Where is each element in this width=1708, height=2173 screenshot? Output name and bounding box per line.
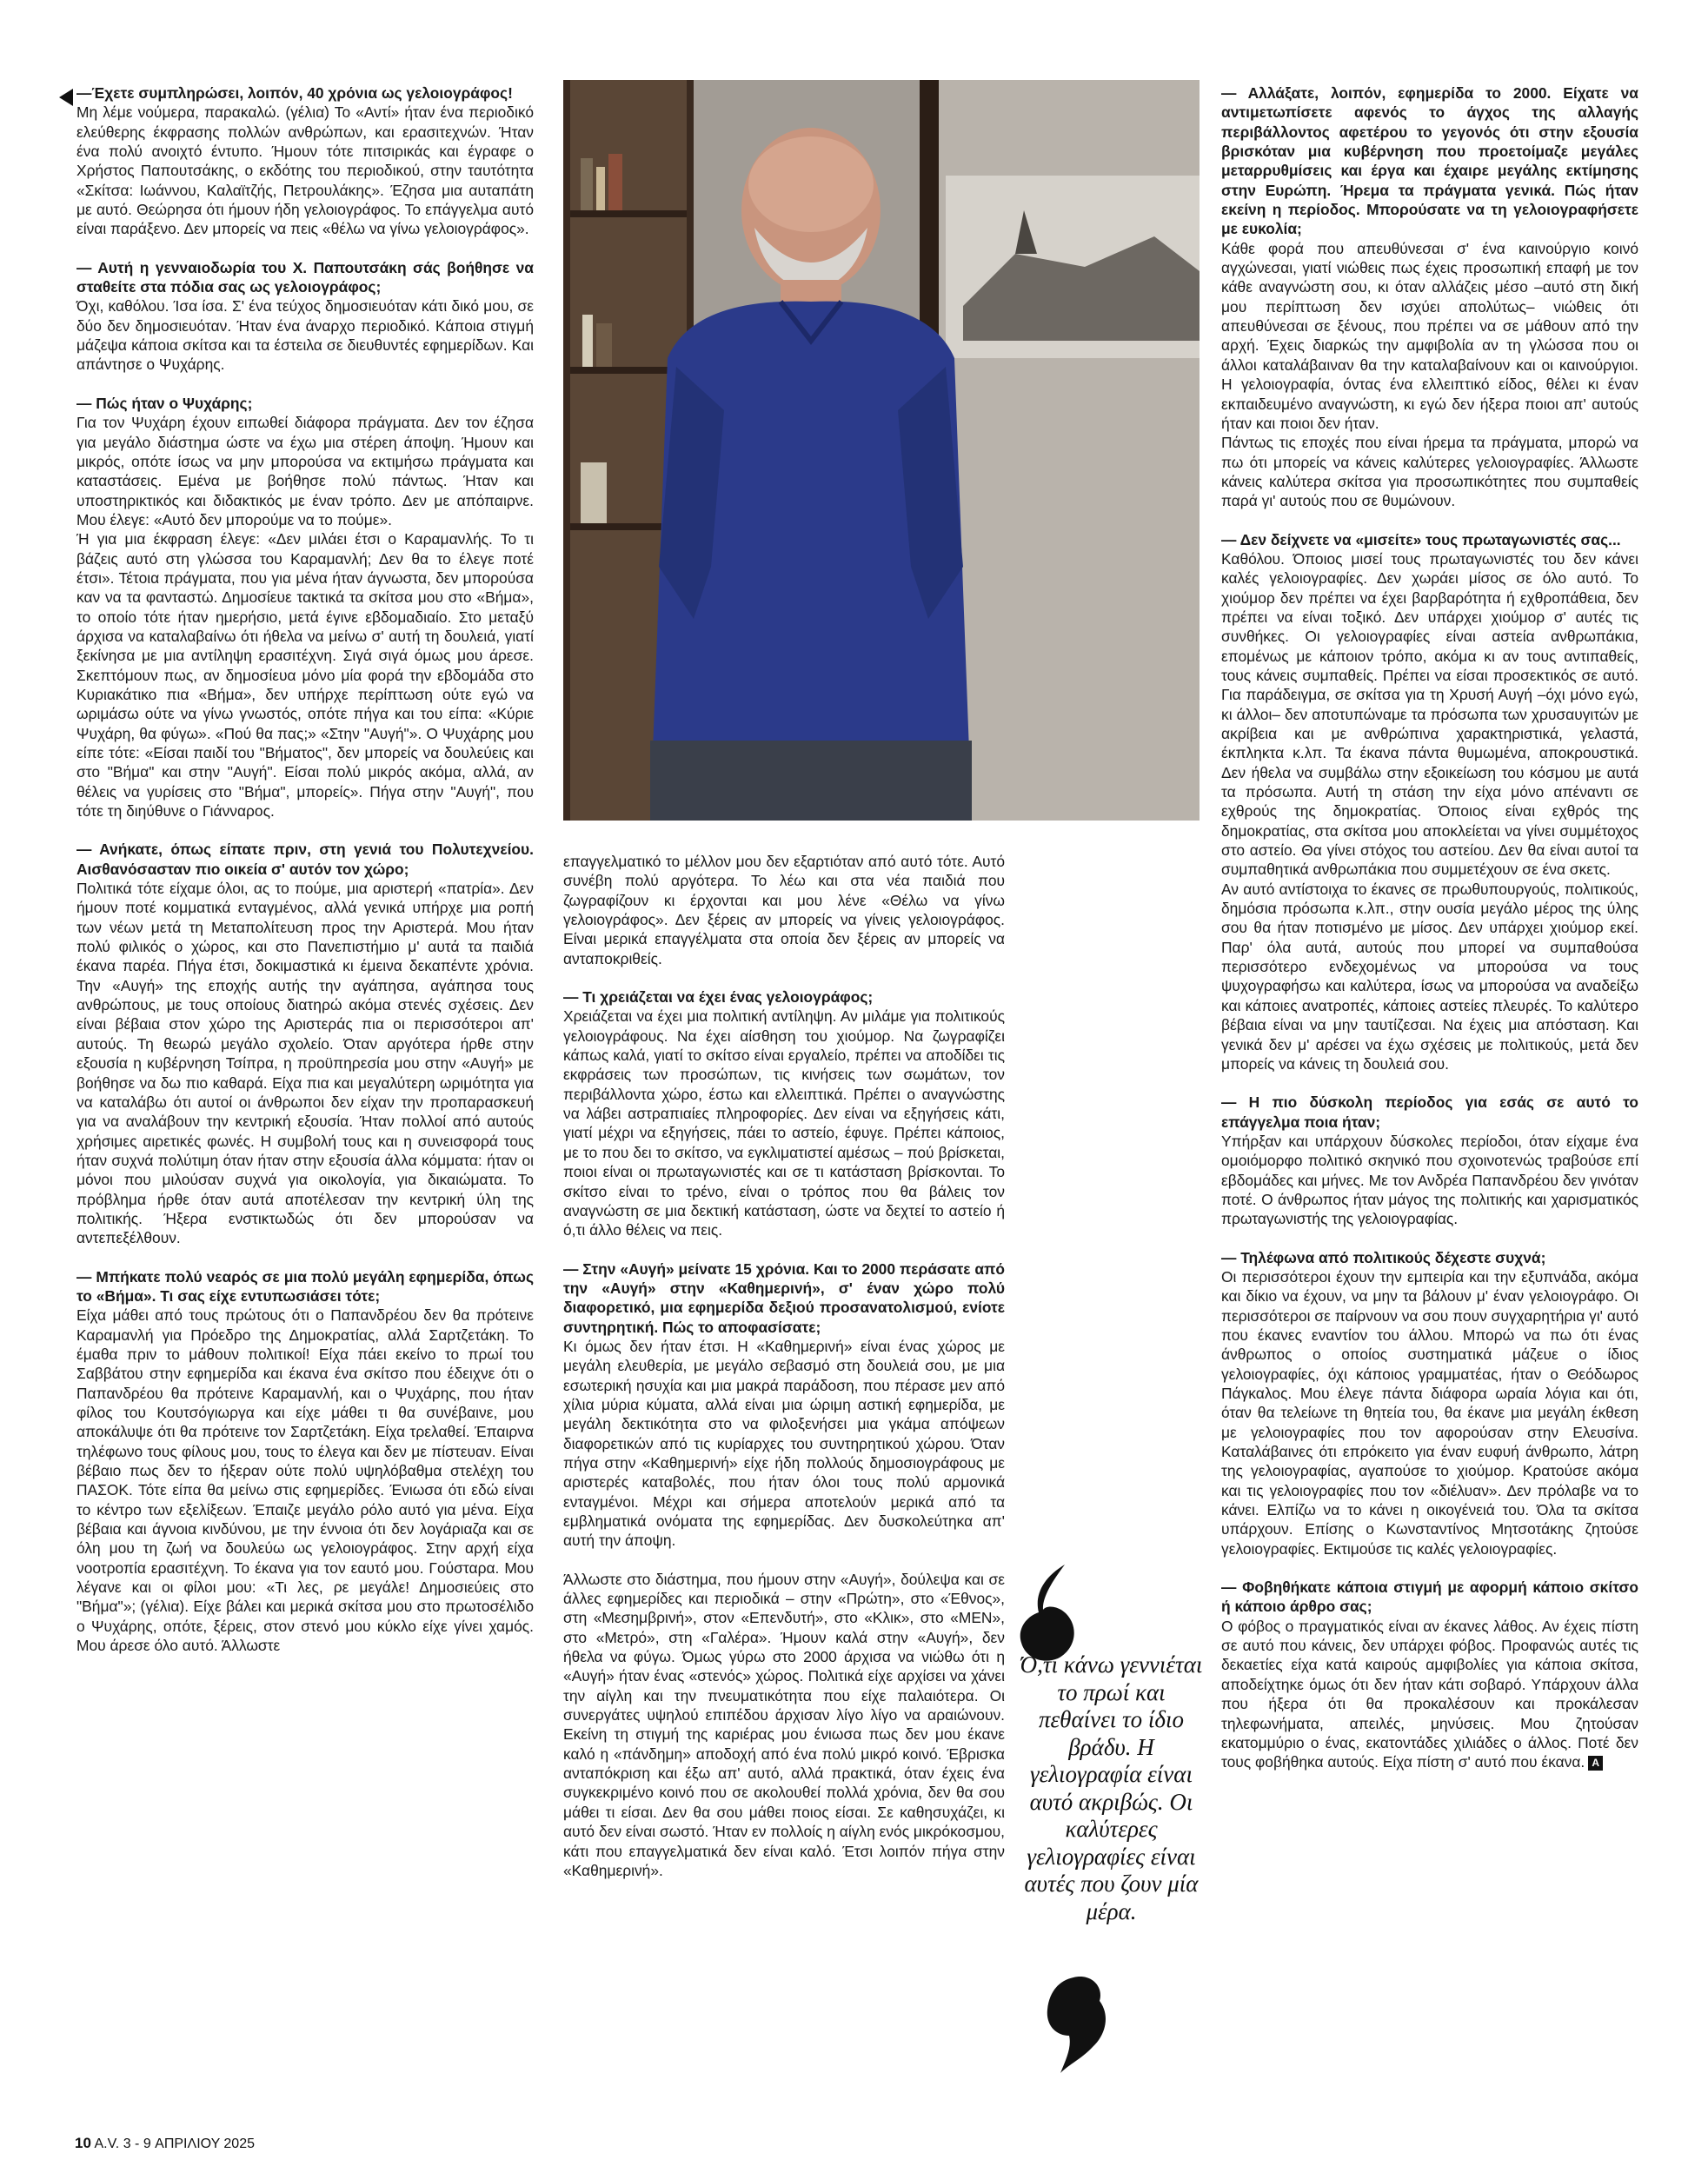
answer-paragraph: Ή για μια έκφραση έλεγε: «Δεν μιλάει έτσι ο Καραμανλής. Το τι βάζεις αυτό στη γλώσσα του Καραμανλή; Δεν θα το έλεγε ποτέ έτσι». Τέτοια πράγματα, που για μένα ήταν άγνωστα, δεν μπορούσα καν να τα φανταστώ. Δημοσίευε τακτικά τα σκίτσα μου στο «Βήμα», το οποίο τότε ήταν ημερήσιο, μετά έγινε εβδομαδιαίο. Στο μεταξύ άρχισα να καταλαβαίνω ότι ήθελα να μείνω σ' αυτή τη δουλειά, γιατί ξεκίνησα με μια αντίληψη ερασιτέχνη. Σιγά σιγά όμως μου άρεσε. Σκεπτόμουν πως, αν δημοσίευα μόνο μία φορά την εβδομάδα στο Κυριακάτικο πια «Βήμα», δεν υπήρχε περίπτωση ούτε εγώ να ωριμάσω ούτε να γίνω γνωστός, οπότε πήγα και του είπα: «Κύριε Ψυχάρη, θα φύγω». «Πού θα πας;» «Στην "Αυγή"». Ο Ψυχάρης μου είπε τότε: «Είσαι παιδί του "Βήματος", δεν μπορείς να δουλεύεις και στο "Βήμα" και στην "Αυγή". Είσαι πολύ μικρός ακόμα, αλλά, αν θέλεις να γυρίσεις στο "Βήμα", μπορείς». Πήγα στην "Αυγή", που τότε τη διηύθυνε ο Γιάνναρος. xyxy=(76,530,534,821)
portrait-photo xyxy=(563,80,1200,821)
answer-paragraph: Αν αυτό αντίστοιχα το έκανες σε πρωθυπουργούς, πολιτικούς, δημόσια πρόσωπα κ.λπ., στην ουσία μεγάλο μέρος της ύλης σου θα ήταν ποτισμένο με μίσος. Δεν υπάρχει χιούμορ εκεί. Παρ' όλα αυτά, αυτούς που μπορεί να συμπαθούσα περισσότερο ενδεχομένως να μπορούσα να τους ψυχογραφήσω και καλύτερα, ίσως να μπορούσα να αναδείξω και κάποιες ανατροπές, κάποιες αστείες πλευρές. Το καλύτερο βέβαια είναι να μην ταυτίζεσαι. Να έχεις μια απόσταση. Και γενικά δεν μ' αρέσει να έχω σχέσεις με πολιτικούς, μετά δεν μπορείς να κάνεις τη δουλειά σου. xyxy=(1221,880,1638,1073)
question: — Τι χρειάζεται να έχει ένας γελοιογράφος; xyxy=(563,988,874,1007)
answer-paragraph: Για τον Ψυχάρη έχουν ειπωθεί διάφορα πράγματα. Δεν τον έζησα για μεγάλο διάστημα ώστε να έχω μια στέρεη άποψη. Ήμουν και μικρός, οπότε ίσως να μην μπορούσα να εκτιμήσω πράγματα και καταστάσεις. Εμένα με βοήθησε πολύ πάντως. Ήταν και υποστηρικτικός και διδακτικός με έναν τρόπο. Δεν με απόπαιρνε. Μου έλεγε: «Αυτό δεν μπορούμε να το πούμε». xyxy=(76,414,534,528)
answer-paragraph: επαγγελματικό το μέλλον μου δεν εξαρτιόταν από αυτό τότε. Αυτό συνέβη πολύ αργότερα. Το λέω και στα νέα παιδιά που ζωγραφίζουν κι έρχονται και μου λένε «Θέλω να γίνω γελοιογράφος». Δεν ξέρεις αν μπορείς να γίνεις γελοιογράφος. Είναι μερικά επαγγέλματα στα οποία δεν ξέρεις αν μπορείς να ανταποκριθείς. xyxy=(563,853,1005,967)
answer-paragraph: Όχι, καθόλου. Ίσα ίσα. Σ' ένα τεύχος δημοσιευόταν κάτι δικό μου, σε δύο δεν δημοσιευόταν. Ήταν ένα άναρχο περιοδικό. Κάποια στιγμή μάζεψα κάποια σκίτσα και τα έστειλα σε διευθυντές εφημερίδων. Και απάντησε ο Ψυχάρης. xyxy=(76,297,534,374)
answer-paragraph: Χρειάζεται να έχει μια πολιτική αντίληψη. Αν μιλάμε για πολιτικούς γελοιογράφους. Να έχει αίσθηση του χιούμορ. Να ζωγραφίζει κάπως καλά, γιατί το σκίτσο είναι εργαλείο, πρέπει να αποδίδει τις εκφράσεις των προσώπων, τις κινήσεις των σωμάτων, τον περιβάλλοντα χώρο, έστω και ελλειπτικά. Πρέπει ο αναγνώστης να λάβει αστραπιαίες πληροφορίες. Δεν είναι να εξηγήσεις κάτι, γιατί μέχρι να εξηγήσεις, πάει το αστείο, έφυγε. Πρέπει κάποιος, με το που δει το σκίτσο, να εγκλιματιστεί αμέσως – πού βρίσκεται, ποιοι είναι οι πρωταγωνιστές και σε τι κατάσταση βρίσκονται. Το σκίτσο είναι το τρένο, είναι ο τρόπος που θα βάλεις τον αναγνώστη σε μια δεκτική κατάσταση, ώστε να δεχτεί το αστείο ή ό,τι άλλο θέλεις να πεις. xyxy=(563,1007,1005,1239)
answer-paragraph: Κάθε φορά που απευθύνεσαι σ' ένα καινούργιο κοινό αγχώνεσαι, γιατί νιώθεις πως έχεις προσωπική επαφή με τον κάθε αναγνώστη σου, κι όταν αλλάζεις μέσο –αυτό στη δική μου περίπτωση δεν ισχύει απολύτως– νιώθεις ότι απευθύνεσαι σε ξένους, που πρέπει να σε μάθουν από την αρχή. Έχεις διαρκώς την αμφιβολία αν τη γλώσσα που οι άλλοι καταλάβαιναν θα την καταλαβαίνουν και οι καινούργιοι. Η γελοιογραφία, όντας ένα ελλειπτικό είδος, θέλει κι έναν εκπαιδευμένο αναγνώστη, κι εγώ δεν ήξερα ποιοι απ' αυτούς ήταν και ποιοι δεν ήταν. xyxy=(1221,239,1638,432)
answer-paragraph: Πάντως τις εποχές που είναι ήρεμα τα πράγματα, μπορώ να πω ότι μπορείς να κάνεις καλύτερες γελοιογραφίες. Άλλωστε κάνεις καλύτερα σκίτσα για προσωπικότητες που συμπαθείς παρά γι' αυτούς που σε θυμώνουν. xyxy=(1221,434,1638,510)
question: — Στην «Αυγή» μείνατε 15 χρόνια. Και το 2000 περάσατε από την «Αυγή» στην «Καθημερινή», σ' έναν χώρο πολύ διαφορετικό, μια εφημερίδα δεξιού προσανατολισμού, ενίοτε συντηρητική. Πώς το αποφασίσατε; xyxy=(563,1259,1005,1336)
question: — Αλλάξατε, λοιπόν, εφημερίδα το 2000. Είχατε να αντιμετωπίσετε αφενός το άγχος της αλλαγής περιβάλλοντος αφετέρου το γεγονός ότι στην εξουσία βρισκόταν μια κυβέρνηση που προετοίμαζε μεγάλες μεταρρυθμίσεις και έργα και έχαιρε μεγάλης εκτίμησης στην Ευρώπη. Ήρεμα τα πράγματα γενικά. Πώς ήταν εκείνη η περίοδος. Μπορούσατε να τη γελοιογραφήσετε με ευκολία; xyxy=(1221,84,1638,238)
answer-paragraph: Μη λέμε νούμερα, παρακαλώ. (γέλια) Το «Αντί» ήταν ένα περιοδικό ελεύθερης έκφρασης πολλών ανθρώπων, και ερασιτεχνών. Ήταν ένα πολύ ανοιχτό έντυπο. Ήμουν τότε πιτσιρικάς και έγραφε ο Χρήστος Παπουτσάκης, ο εκδότης του περιοδικού, στην ταυτότητα «Σκίτσα: Ιωάννου, Καλαϊτζής, Πετρουλάκης». Έζησα μια αυταπάτη με αυτό. Θεώρησα ότι ήμουν ήδη γελοιογράφος. Το επάγγελμα αυτό είναι παράξενο. Δεν μπορείς να πεις «θέλω να γίνω γελοιογράφος». xyxy=(76,103,534,238)
answer-paragraph: Οι περισσότεροι έχουν την εμπειρία και την εξυπνάδα, ακόμα και δίκιο να έχουν, να μην τα βάλουν μ' έναν γελοιογράφο. Οι περισσότεροι σε παίρνουν να σου πουν συγχαρητήρια γι' αυτό που έκανες εναντίον του άλλου. Μπορώ να πω ότι ένας άνθρωπος ο οποίος συστηματικά μάζευε ο ίδιος γελοιογραφίες, όχι κάποιος γραμματέας, ήταν ο Θεόδωρος Πάγκαλος. Μου έλεγε πάντα διάφορα ωραία λόγια και ότι, όταν θα τελείωνε τη θητεία του, θα έκανε μια μεγάλη έκθεση με γελοιογραφίες που τον αφορούσαν στην Ελευσίνα. Καταλάβαινες ότι επρόκειτο για έναν ευφυή άνθρωπο, λάτρη της γελοιογραφίας, αγαπούσε το χιούμορ. Κρατούσε ακόμα και τις γελοιογραφίες που τον «διέλυαν». Δεν πρόλαβε να το κάνει. Ελπίζω να το κάνει η οικογένειά του. Όλα τα σκίτσα υπάρχουν. Επίσης ο Κωνσταντίνος Μητσοτάκης ζητούσε γελοιογραφίες. Εκτιμούσε τις καλές γελοιογραφίες. xyxy=(1221,1267,1638,1558)
answer-paragraph: Ο φόβος ο πραγματικός είναι αν έκανες λάθος. Αν έχεις πίστη σε αυτό που κάνεις, δεν υπάρχει φόβος. Προφανώς αυτές τις δεκαετίες είχα κατά καιρούς αμφιβολίες για κάποια σκίτσα, αποδείχτηκε όμως ότι δεν ήταν κάτι σοβαρό. Υπάρχουν άλλα που ήξερα ότι θα προκαλέσουν και προκάλεσαν τηλεφωνήματα, απειλές, μηνύσεις. Μου ζητούσαν εκατομμύριο ο ένας, εκατοντάδες χιλιάδες ο άλλος. Ποτέ δεν τους φοβήθηκα αυτούς. Είχα πίστη σ' αυτό που έκανα. Α xyxy=(1221,1617,1638,1771)
pull-quote-text: Ό,τι κάνω γεννιέται το πρωί και πεθαίνει το ίδιο βράδυ. Η γελιογραφία είναι αυτό ακριβώς. Οι καλύτερες γελιογραφίες είναι αυτές που ζουν μία μέρα. xyxy=(1020,1651,1203,1924)
question: — Τηλέφωνα από πολιτικούς δέχεστε συχνά; xyxy=(1221,1248,1546,1266)
question: — Μπήκατε πολύ νεαρός σε μια πολύ μεγάλη εφημερίδα, όπως το «Βήμα». Τι σας είχε εντυπωσιάσει τότε; xyxy=(76,1267,534,1305)
answer-paragraph: Είχα μάθει από τους πρώτους ότι ο Παπανδρέου δεν θα πρότεινε Καραμανλή για Πρόεδρο της Δημοκρατίας, αλλά Σαρτζετάκη. Το έμαθα πριν το μάθουν πολιτικοί! Είχα πάει εκείνο το πρωί του Σαββάτου στην εφημερίδα και έκανα ένα σκίτσο που έδειχνε ότι ο Παπανδρέου θα πρότεινε Καραμανλή, και ο Ψυχάρης, που ήταν φίλος του Κουτσόγιωργα και είχε μάθει τι θα συνέβαινε, μου αποκάλυψε ότι θα πρότεινε τον Σαρτζετάκη. Είχα τρελαθεί. Έπαιρνα τηλέφωνο τους φίλους μου, τους το έλεγα και δεν με πίστευαν. Είναι βέβαιο πως δεν το ήξεραν ούτε πολύ υψηλόβαθμα στελέχη του ΠΑΣΟΚ. Τότε είπα θα μείνω στις εφημερίδες. Ένιωσα ότι εδώ είναι το κέντρο των εξελίξεων. Έπαιζε μεγάλο ρόλο αυτό για μένα. Είχα βέβαια και άγνοια κινδύνου, με την έννοια ότι δεν λογάριαζα και σε όλη μου τη ζωή να δουλεύω ως γελοιογράφος. Στην αρχή είχα νοοτροπία ερασιτέχνη. Το έκανα για τον εαυτό μου. Γούσταρα. Μου λέγανε και οι φίλοι μου: «Τι λες, ρε μεγάλε! Δημοσιεύεις στο "Βήμα"»; (γέλια). Είχε βάλει και μερικά σκίτσα μου στο πρωτοσέλιδο ο Ψυχάρης, οπότε, ξέρεις, στον στενό μου κύκλο είχε γίνει χαμός. Μου άρεσε όλο αυτό. Άλλωστε xyxy=(76,1306,534,1655)
page-footer xyxy=(75,2135,255,2152)
question: —Έχετε συμπληρώσει, λοιπόν, 40 χρόνια ως γελοιογράφος! xyxy=(76,84,513,102)
column-3 xyxy=(1221,83,1638,1772)
answer-paragraph: Κι όμως δεν ήταν έτσι. Η «Καθημερινή» είναι ένας χώρος με μεγάλη ελευθερία, με μεγάλο σεβασμό στη δουλειά σου, με μια εσωτερική ησυχία και μια μακρά παράδοση, που πέρασε μεν από χίλια μύρια κύματα, αλλά είναι μια ώριμη αστική εφημερίδα, με μεγάλη δεκτικότητα στο να φιλοξενήσει μια γκάμα απόψεων διαφορετικών από τις κυρίαρχες του συντηρητικού χώρου. Όταν πήγα στην «Καθημερινή» είχε ήδη πολλούς δημοσιογράφους με αριστερές καταβολές, που ήταν όλοι τους πολύ αρμονικά ενταγμένοι. Μέχρι και σήμερα αποτελούν μερικά από τα εμβληματικά ονόματα της εφημερίδας. Δεν δυσκολεύτηκα απ' αυτή την άποψη. xyxy=(563,1337,1005,1550)
pull-quote xyxy=(1013,1556,1208,2077)
end-mark-icon: Α xyxy=(1588,1756,1603,1771)
question: — Πώς ήταν ο Ψυχάρης; xyxy=(76,394,253,412)
column-1 xyxy=(76,83,534,1655)
question: — Δεν δείχνετε να «μισείτε» τους πρωταγωνιστές σας... xyxy=(1221,530,1621,548)
answer-paragraph: Υπήρξαν και υπάρχουν δύσκολες περίοδοι, όταν είχαμε ένα ομοιόμορφο πολιτικό σκηνικό που σχοινοτενώς τραβούσε επί εβδομάδες και μήνες. Με τον Ανδρέα Παπανδρέου δεν γινόταν ποτέ. Ο άνθρωπος ήταν μάγος της πολιτικής και χαρισματικός πρωταγωνιστής της γελοιογραφίας. xyxy=(1221,1132,1638,1228)
page-number: 10 xyxy=(75,2135,91,2151)
question: — Η πιο δύσκολη περίοδος για εσάς σε αυτό το επάγγελμα ποια ήταν; xyxy=(1221,1093,1638,1131)
answer-paragraph: Καθόλου. Όποιος μισεί τους πρωταγωνιστές του δεν κάνει καλές γελοιογραφίες. Δεν χωράει μίσος σε όλο αυτό. Το χιούμορ δεν πρέπει να έχει βαρβαρότητα ή εχθροπάθεια, δεν πρέπει να είναι τοξικό. Δεν υπάρχει χιούμορ σ' αυτές τις συνθήκες. Οι γελοιογραφίες είναι αστεία ανθρωπάκια, επομένως με κάποιον τρόπο, ακόμα κι αν τους αντιπαθείς, τους κάνεις συμπαθείς. Πρέπει να είσαι προσεκτικός σε αυτό. Για παράδειγμα, σε σκίτσα για τη Χρυσή Αυγή –όχι μόνο εγώ, κι άλλοι– δεν αποτυπώναμε τα πρόσωπα των χρυσαυγιτών με ακρίβεια και με ανθρώπινα χαρακτηριστικά, γελαστά, έκπληκτα κ.λπ. Τα έκανα πάντα θυμωμένα, αποκρουστικά. Δεν ήθελα να συμβάλω στην εξοικείωση του κόσμου με αυτά τα πρόσωπα. Αυτή τη στάση την είχα μόνο απέναντι σε εχθρούς της δημοκρατίας. Όποιος είναι εχθρός της δημοκρατίας, στα σκίτσα μου αποκλείεται να γίνει συμμέτοχος στο αστείο. Θα γίνει στόχος του αστείου. Δεν θα είναι αυτοί τα συμπαθητικά ανθρωπάκια που συμμετέχουν σε ένα σκετς. xyxy=(1221,549,1638,879)
column-2 xyxy=(563,852,1005,1880)
question: — Φοβηθήκατε κάποια στιγμή με αφορμή κάποιο σκίτσο ή κάποιο άρθρο σας; xyxy=(1221,1578,1638,1616)
portrait-illustration xyxy=(563,80,1200,821)
question: — Ανήκατε, όπως είπατε πριν, στη γενιά του Πολυτεχνείου. Αισθανόσασταν πιο οικεία σ' αυτόν τον χώρο; xyxy=(76,841,534,878)
answer-paragraph: Άλλωστε στο διάστημα, που ήμουν στην «Αυγή», δούλεψα και σε άλλες εφημερίδες και περιοδικά – στην «Πρώτη», στο «Έθνος», στη «Μεσημβρινή», στον «Επενδυτή», στο «Κλικ», στο «ΜΕΝ», στο «Μετρό», στη «Γαλέρα». Ήμουν καλά στην «Αυγή», δεν ήθελα να φύγω. Όμως γύρω στο 2000 άρχισα να νιώθω ότι η «Αυγή» ήταν ένας «στενός» χώρος. Πολιτικά είχε αρχίσει να χάνει την αίγλη και την πνευματικότητα που είχε παλαιότερα. Οι συνεργάτες υψηλού επιπέδου άρχισαν λίγο λίγο να αραιώνουν. Εκείνη τη στιγμή της καριέρας μου ένιωσα πως δεν μου έκανε καλό η «πάνδημη» αποδοχή από ένα πολύ μικρό κοινό. Έβρισκα ανταπόκριση και έξω απ' αυτό, αλλά πρακτικά, όταν έχεις ένα συγκεκριμένο κοινό που σε ακολουθεί πολλά χρόνια, δεν θα σου μάθει τι είσαι. Δεν θα σου μάθει ποιος είσαι. Σε καθησυχάζει, κι αυτό δεν είναι σωστό. Ήταν εν πολλοίς η αίγλη ενός μικρόκοσμου, κάτι που επαγγελματικά δεν είναι καλό. Έτσι λοιπόν πήγα στην «Καθημερινή». xyxy=(563,1570,1005,1879)
issue-date: Α.V. 3 - 9 ΑΠΡΙΛΙΟΥ 2025 xyxy=(94,2136,255,2151)
answer-paragraph: Πολιτικά τότε είχαμε όλοι, ας το πούμε, μια αριστερή «πατρία». Δεν ήμουν ποτέ κομματικά ενταγμένος, αλλά γενικά υπήρχε μια ροπή των νέων μετά τη Μεταπολίτευση προς την Αριστερά. Μου ήταν πολύ φιλικός ο χώρος, και στο Πανεπιστήμιο μ' αυτά τα παιδιά έκανα παρέα. Πήγα έτσι, δοκιμαστικά κι έμεινα δεκαπέντε χρόνια. Την «Αυγή» της εποχής αυτής την αγάπησα, αγάπησα τους ανθρώπους, με τους οποίους διατηρώ ακόμα στενές σχέσεις. Δεν είναι βέβαια στον χώρο της Αριστεράς πια οι περισσότεροι απ' αυτούς. Τη θεωρώ μεγάλο σχολείο. Όταν αργότερα ήρθε στην εξουσία η κυβέρνηση Τσίπρα, η προϋπηρεσία μου στην «Αυγή» με βοήθησε να δω πιο καθαρά. Είχα πια και μεγαλύτερη ωριμότητα για να καταλάβω ότι αυτοί οι άνθρωποι δεν είχαν την προπαρασκευή για να αναλάβουν την κεντρική εξουσία. Ήταν πολλοί από αυτούς χρήσιμες αιρετικές φωνές. Η συμβολή τους και η συνεισφορά τους ήταν συχνά πολύτιμη όταν ήταν στην εξουσία άλλα κόμματα: ήταν οι μόνοι που μιλούσαν συχνά για οικολογία, για δικαιώματα. Το πρόβλημα ήρθε όταν αυτά αποτέλεσαν την κεντρική ύλη της πολιτικής. Ήξερα ενστικτωδώς ότι δεν μπορούσαν να αντεπεξέλθουν. xyxy=(76,880,534,1247)
continue-arrow-icon xyxy=(59,89,73,106)
question: — Αυτή η γενναιοδωρία του Χ. Παπουτσάκη σάς βοήθησε να σταθείτε στα πόδια σας ως γελοιογράφος; xyxy=(76,258,534,296)
